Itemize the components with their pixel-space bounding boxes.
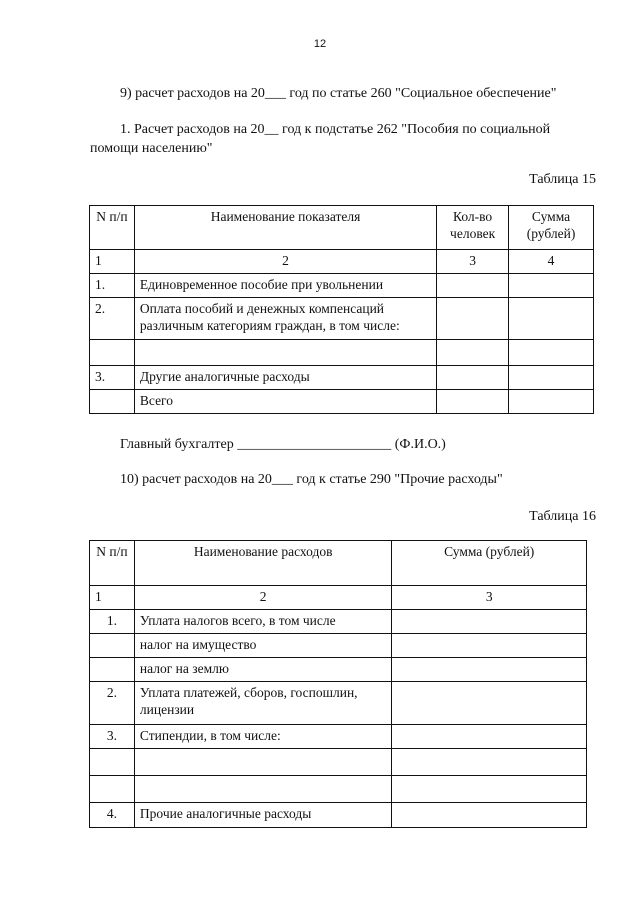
header-name: Наименование расходов <box>134 541 391 586</box>
row-number <box>90 634 135 658</box>
row-sum <box>509 298 594 340</box>
row-name: Стипендии, в том числе: <box>134 725 391 749</box>
section10-heading: 10) расчет расходов на 20___ год к статье 290 "Прочие расходы" <box>120 472 503 487</box>
col-number: 1 <box>90 586 135 610</box>
row-sum <box>392 749 587 776</box>
row-name: Всего <box>134 390 436 414</box>
col-number: 4 <box>509 250 594 274</box>
row-number: 2. <box>90 298 135 340</box>
table-row <box>90 682 587 725</box>
row-sum <box>392 610 587 634</box>
table-row <box>90 298 594 340</box>
table-row <box>90 725 587 749</box>
section9-subheading: 1. Расчет расходов на 20__ год к подстатье 262 "Пособия по социальной помощи населению" <box>90 122 551 156</box>
row-name: налог на землю <box>134 658 391 682</box>
col-number: 2 <box>134 250 436 274</box>
table-row <box>90 803 587 828</box>
table-row <box>90 634 587 658</box>
row-sum <box>392 682 587 725</box>
table-row <box>90 274 594 298</box>
row-name <box>134 776 391 803</box>
row-name: Другие аналогичные расходы <box>134 366 436 390</box>
row-name: Прочие аналогичные расходы <box>134 803 391 828</box>
row-count <box>437 298 509 340</box>
table-row <box>90 610 587 634</box>
page-number: 12 <box>313 38 327 50</box>
col-number: 3 <box>437 250 509 274</box>
row-count <box>437 274 509 298</box>
row-number <box>90 340 135 366</box>
col-number: 3 <box>392 586 587 610</box>
header-count: Кол-во человек <box>437 206 509 250</box>
row-number: 1. <box>90 610 135 634</box>
table-row <box>90 390 594 414</box>
table-row <box>90 366 594 390</box>
table-header-row <box>90 206 594 250</box>
header-sum: Сумма (рублей) <box>509 206 594 250</box>
header-n: N п/п <box>90 206 135 250</box>
row-sum <box>392 634 587 658</box>
col-number: 1 <box>90 250 135 274</box>
header-n: N п/п <box>90 541 135 586</box>
table-16 <box>89 540 587 828</box>
row-sum <box>392 725 587 749</box>
table-number-row <box>90 586 587 610</box>
row-sum <box>392 658 587 682</box>
row-number <box>90 776 135 803</box>
row-count <box>437 366 509 390</box>
table-row <box>90 776 587 803</box>
signature-line: Главный бухгалтер ______________________ (Ф.И.О.) <box>120 437 446 452</box>
row-name: налог на имущество <box>134 634 391 658</box>
table-row <box>90 340 594 366</box>
col-number: 2 <box>134 586 391 610</box>
row-name: Уплата налогов всего, в том числе <box>134 610 391 634</box>
row-number: 1. <box>90 274 135 298</box>
table-row <box>90 658 587 682</box>
header-sum: Сумма (рублей) <box>392 541 587 586</box>
row-sum <box>392 776 587 803</box>
row-number <box>90 749 135 776</box>
row-name: Уплата платежей, сборов, госпошлин, лицензии <box>134 682 391 725</box>
row-count <box>437 390 509 414</box>
table-number-row <box>90 250 594 274</box>
row-number: 3. <box>90 366 135 390</box>
table-15 <box>89 205 594 414</box>
table16-caption: Таблица 16 <box>529 509 596 524</box>
table-row <box>90 749 587 776</box>
row-count <box>437 340 509 366</box>
row-name <box>134 749 391 776</box>
row-sum <box>509 274 594 298</box>
row-number <box>90 390 135 414</box>
row-number: 3. <box>90 725 135 749</box>
row-sum <box>509 340 594 366</box>
row-sum <box>509 390 594 414</box>
row-name: Оплата пособий и денежных компенсаций различным категориям граждан, в том числе: <box>134 298 436 340</box>
table15-caption: Таблица 15 <box>529 172 596 187</box>
row-number: 4. <box>90 803 135 828</box>
row-number <box>90 658 135 682</box>
row-sum <box>392 803 587 828</box>
row-name: Единовременное пособие при увольнении <box>134 274 436 298</box>
row-name <box>134 340 436 366</box>
header-name: Наименование показателя <box>134 206 436 250</box>
row-number: 2. <box>90 682 135 725</box>
section9-heading: 9) расчет расходов на 20___ год по статье 260 "Социальное обеспечение" <box>120 86 557 101</box>
table-header-row <box>90 541 587 586</box>
row-sum <box>509 366 594 390</box>
